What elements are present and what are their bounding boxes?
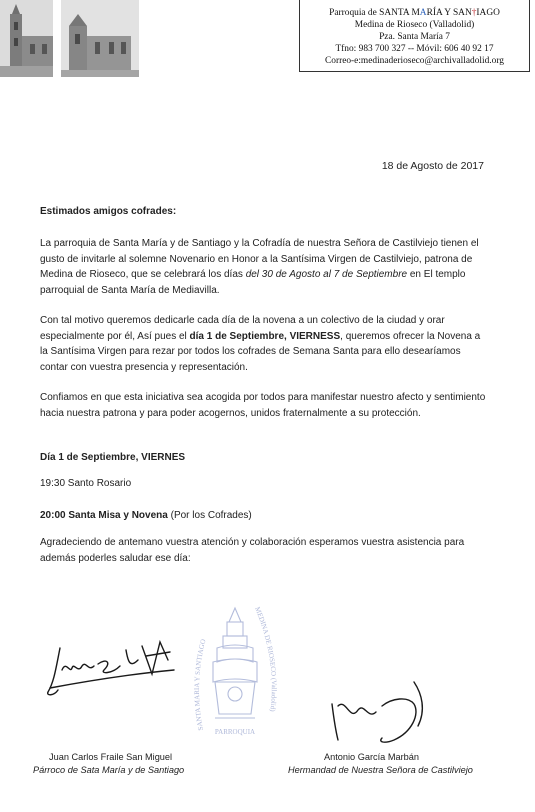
salutation: Estimados amigos cofrades: [40,206,177,217]
signer-name-priest: Juan Carlos Fraile San Miguel [49,752,173,762]
parish-phones: Tfno: 983 700 327 -- Móvil: 606 40 92 17 [335,44,494,55]
parish-email: Correo-e:medinaderioseco@archivalladolid.org [325,56,504,67]
event-mass: 20:00 Santa Misa y Novena (Por los Cofrades) [40,510,252,521]
cross-icon: † [471,8,477,18]
paragraph-closing: Agradeciendo de antemano vuestra atención y colaboración esperamos vuestra asistencia para además poderles saludar ese día: [40,537,465,564]
svg-text:PARROQUIA: PARROQUIA [214,728,256,736]
novena-dates: del 30 de Agosto al 7 de Septiembre [245,269,408,281]
paragraph-invitation: La parroquia de Santa María y de Santiago y la Cofradía de nuestra Señora de Castilviejo tienen el gusto de invitarle al solemne Novenario en Honor a la Santísima Virgen de Castilviejo, patrona de Medina de Rioseco, que se celebrará los días del 30 de Agosto al 7 de Septiembre en El templo parroquial de Santa María de Mediavilla. [40,238,479,296]
svg-text:SANTA MARIA Y SANTIAGO: SANTA MARIA Y SANTIAGO [192,638,208,732]
parish-name: Parroquia de SANTA MARÍA Y SAN†IAGO [329,8,500,18]
signer-name-brotherhood: Antonio García Marbán [324,752,419,762]
signer-role-priest: Párroco de Sata María y de Santiago [33,765,185,775]
church-photo-side [61,0,139,77]
event-day-heading: Día 1 de Septiembre, VIERNES [40,452,186,463]
parish-address: Pza. Santa María 7 [379,32,450,43]
paragraph-confidence: Confiamos en que esta iniciativa sea acogida por todos para manifestar nuestro afecto y sentimiento hacia nuestra patrona y para poder acogernos, unidos fraternalmente a su protección. [40,392,486,419]
parish-contact-box [299,0,530,72]
signer-role-brotherhood: Hermandad de Nuestra Señora de Castilviejo [288,765,473,775]
signature-parish-priest [42,630,182,705]
highlight-date: día 1 de Septiembre, VIERNESS [189,330,341,342]
svg-text:MEDINA DE RIOSECO (Valladolid): MEDINA DE RIOSECO (Valladolid) [253,605,278,713]
letter-date: 18 de Agosto de 2017 [381,160,484,172]
event-rosary: 19:30 Santo Rosario [40,478,132,489]
parish-stamp [185,590,285,745]
paragraph-dedication: Con tal motivo queremos dedicarle cada día de la novena a un colectivo de la ciudad y orar especialmente por él, Así pues el día 1 de Septiembre, VIERNESS, queremos ofrecer la Novena a la Santísima Virgen para rezar por todos los cofrades de Semana Santa para ello desearíamos contar con vuestra presencia y representación. [40,315,481,373]
church-photo-front [0,0,53,77]
parish-city: Medina de Rioseco (Valladolid) [354,20,475,31]
signature-brotherhood [322,660,442,755]
